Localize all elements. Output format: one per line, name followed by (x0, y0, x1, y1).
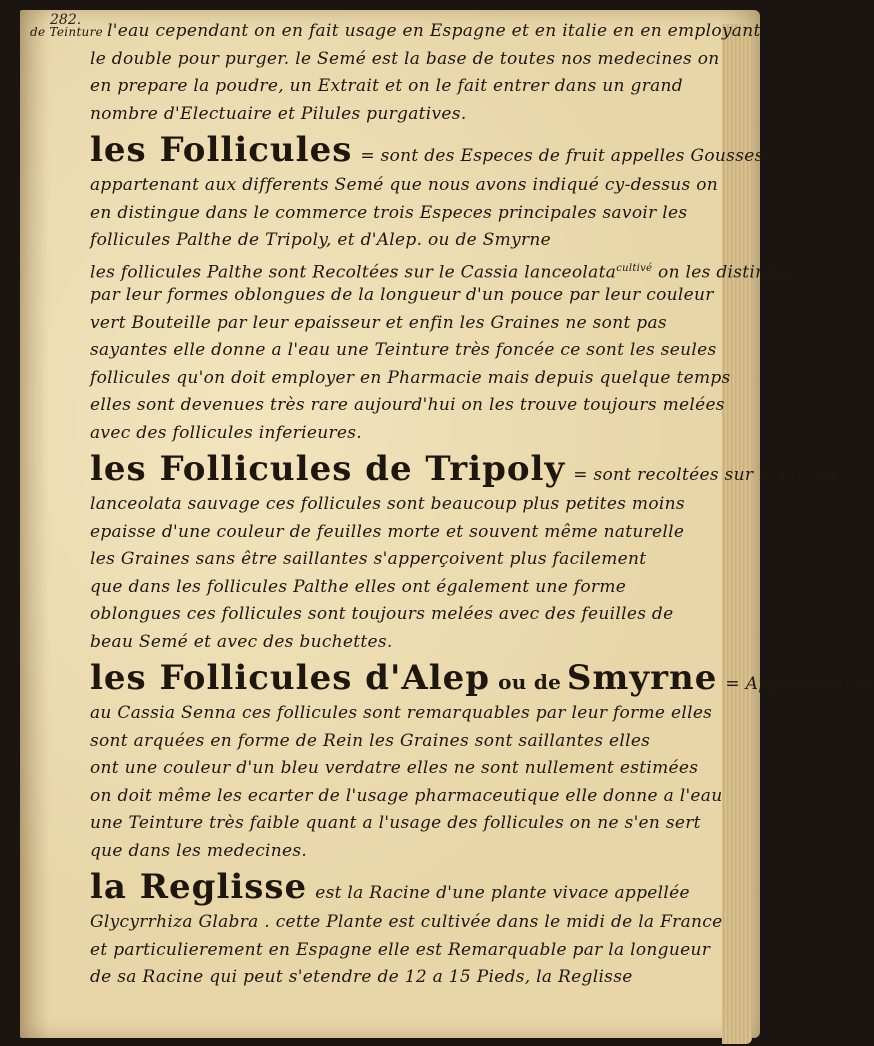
text-line: et particulierement en Espagne elle est Remarquable par la longueur (90, 939, 711, 960)
section-heading-alep: les Follicules d'Alep ou de Smyrne = Appartiennent (90, 658, 874, 698)
text-line: avec des follicules inferieures. (90, 422, 362, 443)
text-line: le double pour purger. le Semé est la base de toutes nos medecines on (90, 48, 720, 69)
manuscript-text (30, 18, 874, 992)
heading-title: les Follicules (90, 130, 353, 170)
text-line: ont une couleur d'un bleu verdatre elles ne sont nullement estimées (90, 758, 699, 778)
interlinear-note: cultivé (616, 262, 653, 274)
text-line: que dans les follicules Palthe elles ont également une forme (90, 576, 627, 597)
text-line: elles sont devenues très rare aujourd'hui on les trouve toujours melées (90, 395, 725, 415)
text-line: en prepare la poudre, un Extrait et on le fait entrer dans un grand (90, 76, 683, 96)
text-line: au Cassia Senna ces follicules sont remarquables par leur forme elles (90, 703, 713, 723)
text-line: follicules qu'on doit employer en Pharmacie mais depuis quelque temps (90, 367, 731, 388)
text-line: les Graines sans être saillantes s'apperçoivent plus facilement (90, 549, 647, 569)
text-line: oblongues ces follicules sont toujours melées avec des feuilles de (90, 604, 674, 624)
heading-title: les Follicules de Tripoly (90, 449, 566, 489)
text-line: beau Semé et avec des buchettes. (90, 631, 393, 652)
section-heading-follicules: les Follicules = sont des Especes de fruit appelles Gousses (90, 130, 764, 170)
text-line: Glycyrrhiza Glabra . cette Plante est cultivée dans le midi de la France (90, 912, 723, 932)
text-line: les follicules Palthe sont Recoltées sur le Cassia lanceolata$^{cultivé}$ on les distingue (90, 262, 800, 283)
text-line: de Teinture l'eau cependant on en fait usage en Espagne et en italie en en employant (30, 21, 761, 41)
text-line: follicules Palthe de Tripoly, et d'Alep. ou de Smyrne (90, 230, 552, 250)
text-line: lanceolata sauvage ces follicules sont beaucoup plus petites moins (90, 494, 685, 514)
text-line: en distingue dans le commerce trois Especes principales savoir les (90, 202, 688, 223)
margin-note: de Teinture (30, 25, 104, 39)
text-line: appartenant aux differents Semé que nous avons indiqué cy-dessus on (90, 175, 718, 195)
section-heading-reglisse: la Reglisse est la Racine d'une plante vivace appellée (90, 867, 690, 907)
page-number: 282. (50, 12, 82, 28)
text-line: une Teinture très faible quant a l'usage des follicules on ne s'en sert (90, 813, 701, 833)
text-line: que dans les medecines. (90, 840, 308, 861)
text-line: vert Bouteille par leur epaisseur et enfin les Graines ne sont pas (90, 312, 667, 333)
text-line: on doit même les ecarter de l'usage pharmaceutique elle donne a l'eau (90, 785, 723, 806)
heading-title: les Follicules d'Alep (90, 658, 491, 698)
text-line: par leur formes oblongues de la longueur d'un pouce par leur couleur (90, 285, 714, 305)
text-line: epaisse d'une couleur de feuilles morte et souvent même naturelle (90, 521, 685, 542)
heading-title: la Reglisse (90, 867, 308, 907)
text-line: sayantes elle donne a l'eau une Teinture très foncée ce sont les seules (90, 340, 717, 360)
text-line: sont arquées en forme de Rein les Graines sont saillantes elles (90, 730, 651, 751)
text-line: nombre d'Electuaire et Pilules purgatives. (90, 103, 467, 124)
section-heading-tripoly: les Follicules de Tripoly = sont recoltées sur le cassia (90, 449, 836, 489)
text-line: de sa Racine qui peut s'etendre de 12 a 15 Pieds, la Reglisse (90, 967, 633, 987)
